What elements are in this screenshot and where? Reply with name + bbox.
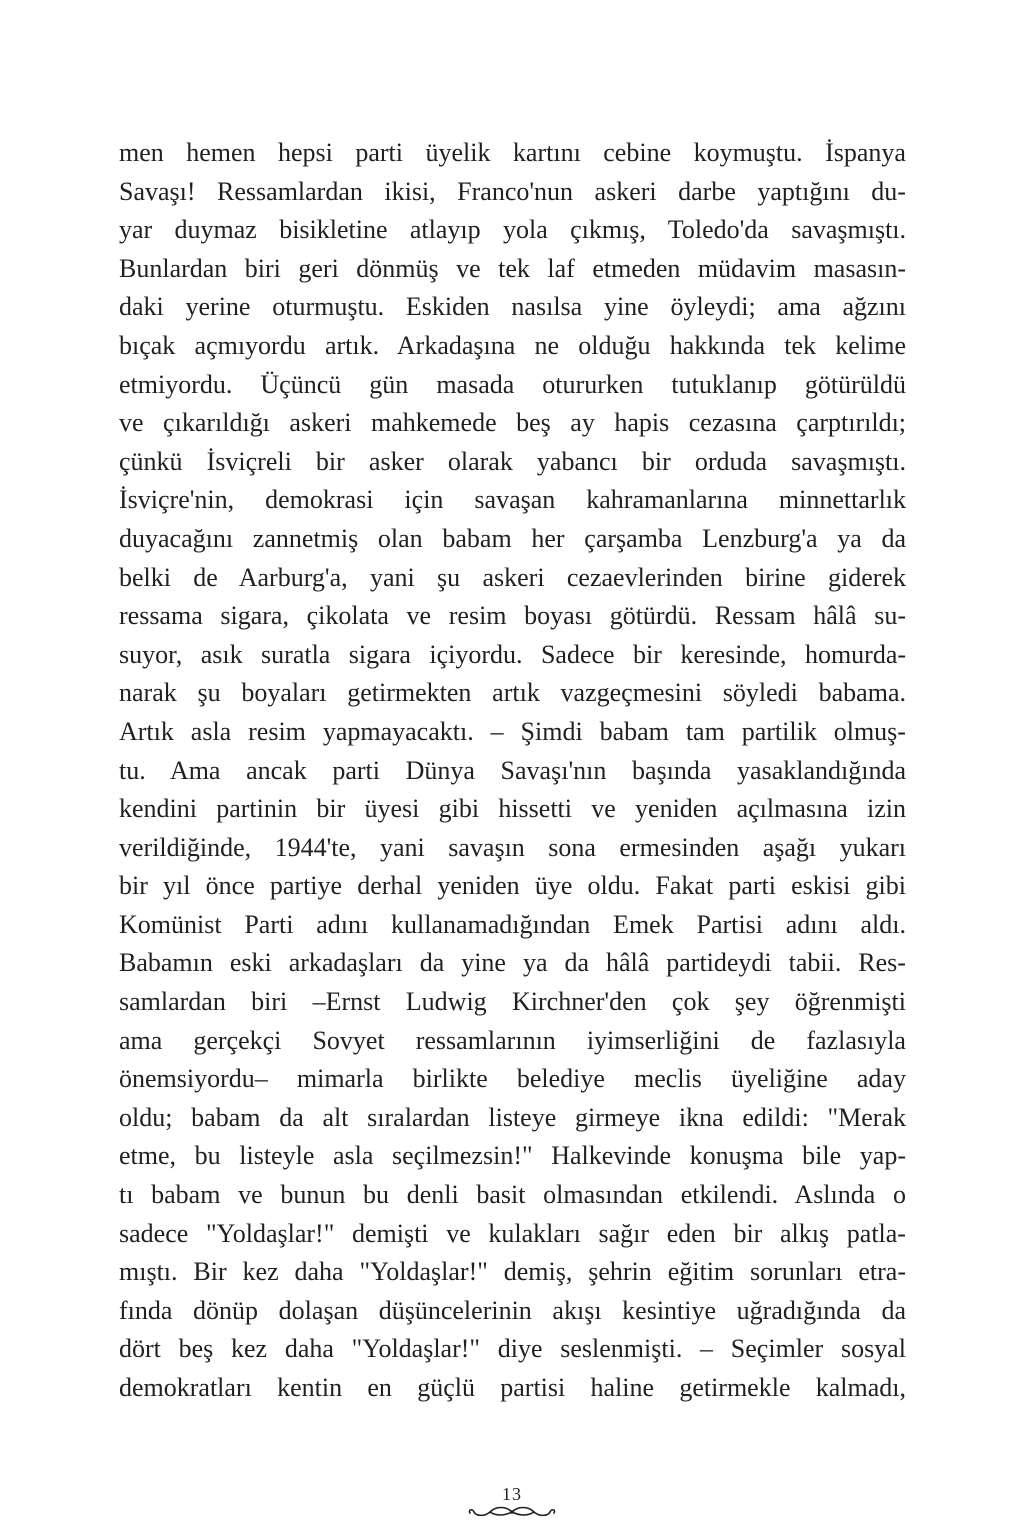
text-line: dört beş kez daha "Yoldaşlar!" diye seslenmişti. – Seçimler sosyal (119, 1334, 906, 1364)
text-line: yar duymaz bisikletine atlayıp yola çıkmış, Toledo'da savaşmıştı. (119, 215, 907, 245)
text-line: daki yerine oturmuştu. Eskiden nasılsa yine öyleydi; ama ağzını (119, 292, 907, 322)
text-line: ressama sigara, çikolata ve resim boyası götürdü. Ressam hâlâ su- (119, 601, 906, 631)
text-line: İsviçre'nin, demokrasi için savaşan kahramanlarına minnettarlık (119, 485, 907, 515)
text-line: duyacağını zannetmiş olan babam her çarşamba Lenzburg'a ya da (119, 523, 907, 553)
text-line: Babamın eski arkadaşları da yine ya da hâlâ partideydi tabii. Res- (119, 948, 906, 978)
text-line: ama gerçekçi Sovyet ressamlarının iyimserliğini de fazlasıyla (119, 1025, 906, 1055)
text-line: etmiyordu. Üçüncü gün masada otururken tutuklanıp götürüldü (119, 369, 906, 399)
text-line: mıştı. Bir kez daha "Yoldaşlar!" demiş, şehrin eğitim sorunları etra- (119, 1257, 906, 1287)
text-line: tu. Ama ancak parti Dünya Savaşı'nın başında yasaklandığında (119, 755, 906, 785)
text-line: verildiğinde, 1944'te, yani savaşın sona ermesinden aşağı yukarı (119, 832, 907, 862)
text-line: belki de Aarburg'a, yani şu askeri cezaevlerinden birine giderek (119, 562, 906, 592)
text-line: samlardan biri –Ernst Ludwig Kirchner'den çok şey öğrenmişti (119, 987, 906, 1017)
page-number: 13 (502, 1484, 522, 1504)
text-line: bir yıl önce partiye derhal yeniden üye oldu. Fakat parti eskisi gibi (119, 871, 906, 901)
text-line: demokratları kentin en güçlü partisi haline getirmekle kalmadı, (119, 1373, 907, 1402)
text-line: fında dönüp dolaşan düşüncelerinin akışı kesintiye uğradığında da (119, 1295, 907, 1325)
text-line: bıçak açmıyordu artık. Arkadaşına ne olduğu hakkında tek kelime (119, 330, 907, 360)
text-line: Artık asla resim yapmayacaktı. – Şimdi babam tam partilik olmuş- (119, 716, 906, 746)
flourish-ornament-icon (466, 1504, 558, 1520)
text-line: ve çıkarıldığı askeri mahkemede beş ay hapis cezasına çarptırıldı; (119, 408, 907, 438)
text-line: Savaşı! Ressamlardan ikisi, Franco'nun askeri darbe yaptığını du- (119, 176, 906, 206)
text-line: narak şu boyaları getirmekten artık vazgeçmesini söyledi babama. (119, 678, 906, 708)
text-line: önemsiyordu– mimarla birlikte belediye meclis üyeliğine aday (119, 1064, 906, 1094)
text-line: tı babam ve bunun bu denli basit olmasından etkilendi. Aslında o (119, 1180, 906, 1210)
text-line: Bunlardan biri geri dönmüş ve tek laf etmeden müdavim masasın- (119, 253, 907, 283)
page-footer (462, 1484, 562, 1520)
text-line: suyor, asık suratla sigara içiyordu. Sadece bir keresinde, homurda- (119, 639, 907, 669)
body-text (119, 134, 906, 1408)
text-line: kendini partinin bir üyesi gibi hissetti ve yeniden açılmasına izin (119, 794, 906, 824)
text-line: oldu; babam da alt sıralardan listeye girmeye ikna edildi: "Merak (119, 1102, 906, 1132)
text-line: etme, bu listeyle asla seçilmezsin!" Halkevinde konuşma bile yap- (119, 1141, 906, 1171)
text-line: men hemen hepsi parti üyelik kartını cebine koymuştu. İspanya (119, 138, 906, 167)
text-line: Komünist Parti adını kullanamadığından Emek Partisi adını aldı. (119, 909, 906, 939)
text-line: sadece "Yoldaşlar!" demişti ve kulakları sağır eden bir alkış patla- (119, 1218, 906, 1248)
text-line: çünkü İsviçreli bir asker olarak yabancı bir orduda savaşmıştı. (119, 446, 906, 476)
